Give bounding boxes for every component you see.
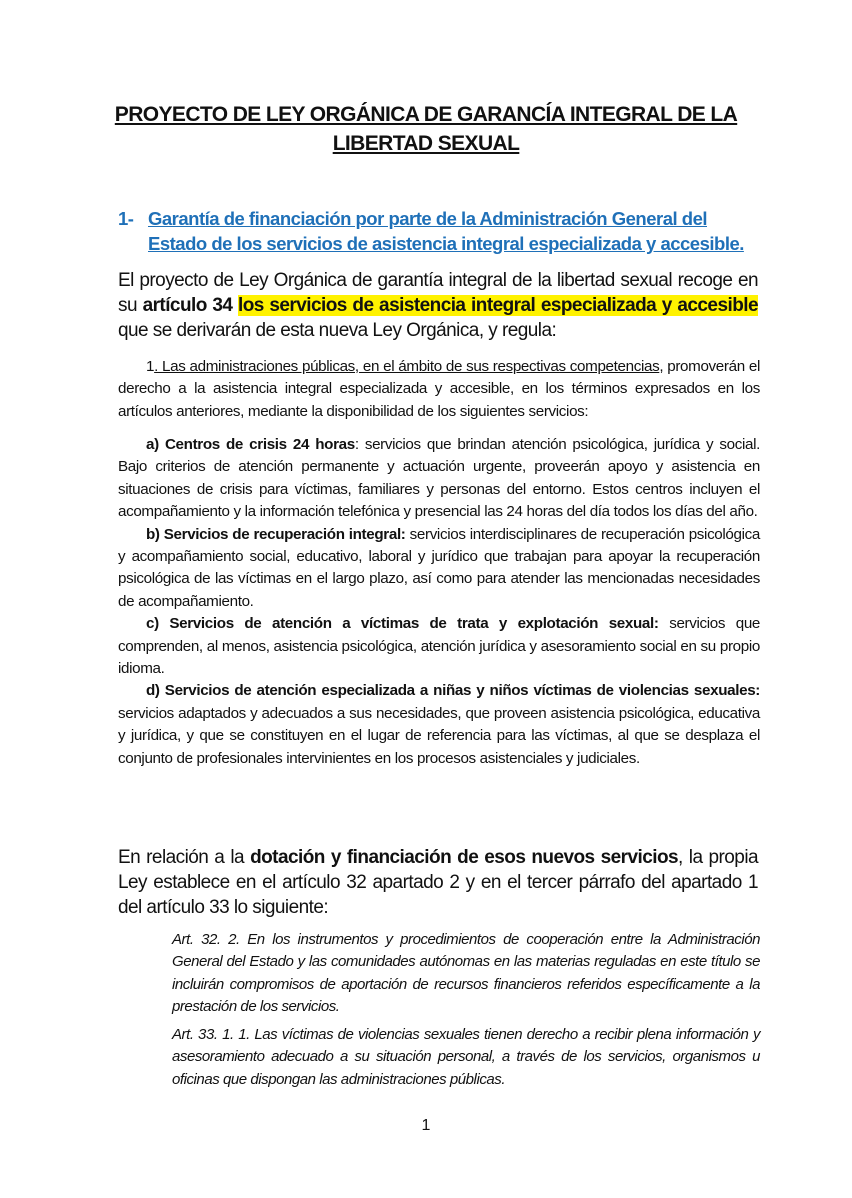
- service-text: servicios que comprenden, al menos, asistencia psicológica, atención jurídica y asesoramiento social en su propio idioma.: [118, 615, 761, 678]
- section-heading: [118, 206, 758, 256]
- service-label: a) Centros de crisis 24 horas: [146, 436, 355, 453]
- service-text: : servicios que brindan atención psicológica, jurídica y social. Bajo criterios de atención permanente y actuación urgente, proveerán apoyo y asistencia en situaciones de crisis para víctimas, familiares y personas del entorno. Estos centros incluyen el acompañamiento y la información telefónica y presencial las 24 horas del día todos los días del año.: [118, 436, 760, 521]
- intro-text-after: que se derivarán de esta nueva Ley Orgánica, y regula:: [118, 320, 557, 341]
- service-item: [118, 680, 760, 770]
- intro-paragraph: [118, 268, 758, 343]
- article-34-underlined: . Las administraciones públicas, en el ámbito de sus respectivas competencias: [154, 358, 660, 375]
- article-34-rest: , promoverán el derecho a la asistencia integral especializada y accesible, en los términos expresados en los artículos anteriores, mediante la disponibilidad de los siguientes servicios:: [118, 358, 760, 420]
- service-label: d) Servicios de atención especializada a niñas y niños víctimas de violencias sexuales:: [146, 682, 760, 700]
- article-34-number: 1: [146, 358, 155, 375]
- document-title: PROYECTO DE LEY ORGÁNICA DE GARANCÍA INTEGRAL DE LA LIBERTAD SEXUAL: [114, 103, 738, 155]
- highlighted-text: los servicios de asistencia integral especializada y accesible: [238, 295, 758, 316]
- page-number: 1: [421, 1117, 431, 1134]
- service-text: servicios interdisciplinares de recuperación psicológica y acompañamiento social, educativo, laboral y jurídico que trabajan para apoyar la recuperación psicológica de las víctimas en el largo plazo, así como para atender las mencionadas necesidades de acompañamiento.: [118, 525, 760, 610]
- section-heading-text: Garantía de financiación por parte de la Administración General del Estado de los servicios de asistencia integral especializada y accesible.: [148, 208, 744, 254]
- service-item: [118, 434, 760, 524]
- financing-text: En relación a la: [118, 847, 251, 868]
- intro-article-ref: artículo 34: [142, 295, 233, 316]
- service-label: b) Servicios de recuperación integral:: [146, 525, 406, 543]
- service-label: c) Servicios de atención a víctimas de trata y explotación sexual:: [146, 615, 659, 633]
- financing-paragraph: [118, 845, 758, 920]
- services-list: [118, 434, 760, 770]
- intro-text: El proyecto de Ley Orgánica de garantía integral de la libertad sexual recoge en su: [118, 270, 758, 316]
- section-number: 1-: [118, 208, 134, 229]
- service-item: [118, 613, 760, 680]
- quote-art-33: Art. 33. 1. 1. Las víctimas de violencias sexuales tienen derecho a recibir plena información y asesoramiento adecuado a su situación personal, a través de los servicios, organismos u oficinas que dispongan las administraciones públicas.: [172, 1026, 760, 1088]
- financing-text-after: , la propia Ley establece en el artículo 32 apartado 2 y en el tercer párrafo del apartado 1 del artículo 33 lo siguiente:: [118, 847, 759, 918]
- service-item: [118, 524, 760, 614]
- service-text: servicios adaptados y adecuados a sus necesidades, que proveen asistencia psicológica, educativa y jurídica, y que se constituyen en el lugar de referencia para las víctimas, al que se desplaza el conjunto de profesionales intervinientes en los procesos asistenciales y judiciales.: [118, 704, 760, 767]
- article-34-paragraph: [118, 356, 760, 423]
- financing-bold: dotación y financiación de esos nuevos servicios: [250, 847, 679, 868]
- quote-art-32: Art. 32. 2. En los instrumentos y procedimientos de cooperación entre la Administración General del Estado y las comunidades autónomas en las materias reguladas en este título se incluirán compromisos de aportación de recursos financieros referidos específicamente a la prestación de los servicios.: [172, 931, 760, 1016]
